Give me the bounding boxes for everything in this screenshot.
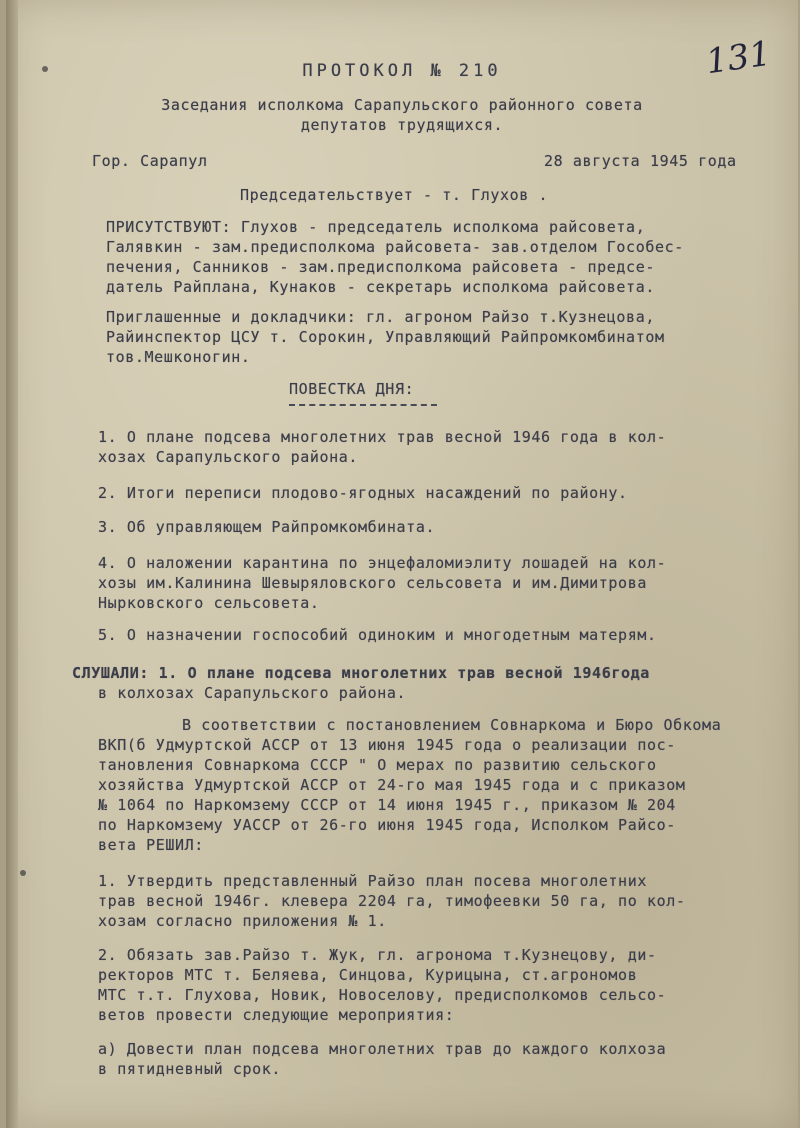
document-subtitle-line-2: депутатов трудящихся.: [300, 116, 504, 134]
page-edge: [6, 0, 18, 1128]
present-line: печения, Санников - зам.предисполкома райсовета - предсе-: [106, 258, 655, 276]
document-subtitle-line-1: Заседания исполкома Сарапульского районного совета: [161, 96, 643, 114]
date: 28 августа 1945 года: [544, 152, 737, 170]
decision-line: хозяйства Удмуртской АССР от 24-го мая 1945 года и с приказом: [98, 776, 686, 794]
heard-line: СЛУШАЛИ: 1. О плане подсева многолетних трав весной 1946года: [72, 664, 650, 682]
agenda-item: хозах Сарапульского района.: [98, 448, 359, 466]
invited-line: тов.Мешконогин.: [106, 348, 251, 366]
agenda-item: 4. О наложении карантина по энцефаломиэлиту лошадей на кол-: [98, 554, 667, 572]
agenda-item: 1. О плане подсева многолетних трав весной 1946 года в кол-: [98, 428, 667, 446]
decision-item: хозам согласно приложения № 1.: [98, 912, 387, 930]
decision-line: № 1064 по Наркомзему СССР от 14 июня 1945 г., приказом № 204: [98, 796, 676, 814]
decision-subitem: в пятидневный срок.: [98, 1060, 281, 1078]
decision-item: ректоров МТС т. Беляева, Синцова, Курицына, ст.агрономов: [98, 966, 638, 984]
present-line: Галявкин - зам.предисполкома райсовета- зав.отделом Гособес-: [106, 238, 684, 256]
agenda-heading: ПОВЕСТКА ДНЯ:: [289, 380, 415, 398]
decision-item: 1. Утвердить представленный Райзо план посева многолетних: [98, 872, 647, 890]
archive-folio-number: 131: [703, 33, 774, 83]
decision-line: В соответствии с постановлением Совнаркома и Бюро Обкома: [182, 716, 722, 734]
decision-line: по Наркомзему УАССР от 26-го июня 1945 года, Исполком Райсо-: [98, 816, 676, 834]
decision-item: МТС т.т. Глухова, Новик, Новоселову, предисполкомов сельсо-: [98, 986, 667, 1004]
agenda-item: 5. О назначении госпособий одиноким и многодетным матерям.: [98, 626, 657, 644]
decision-item: ветов провести следующие мероприятия:: [98, 1006, 455, 1024]
agenda-item: Нырковского сельсовета.: [98, 594, 320, 612]
decision-line: тановления Совнаркома СССР " О мерах по развитию сельского: [98, 756, 657, 774]
agenda-heading-underline: [289, 404, 437, 406]
present-line: ПРИСУТСТВУЮТ: Глухов - председатель исполкома райсовета,: [106, 218, 646, 236]
decision-line: ВКП(б Удмуртской АССР от 13 июня 1945 года о реализации пос-: [98, 736, 676, 754]
invited-line: Приглашенные и докладчики: гл. агроном Райзо т.Кузнецова,: [106, 308, 655, 326]
agenda-item: хозы им.Калинина Шевыряловского сельсовета и им.Димитрова: [98, 574, 647, 592]
agenda-item: 2. Итоги переписи плодово-ягодных насаждений по району.: [98, 484, 628, 502]
decision-line: вета РЕШИЛ:: [98, 836, 204, 854]
decision-item: 2. Обязать зав.Райзо т. Жук, гл. агронома т.Кузнецову, ди-: [98, 946, 657, 964]
place: Гор. Сарапул: [92, 152, 208, 170]
agenda-item: 3. Об управляющем Райпромкомбината.: [98, 518, 436, 536]
decision-subitem: а) Довести план подсева многолетних трав до каждого колхоза: [98, 1040, 667, 1058]
punch-mark: [20, 870, 26, 876]
decision-item: трав весной 1946г. клевера 2204 га, тимофеевки 50 га, по кол-: [98, 892, 686, 910]
present-line: датель Райплана, Кунаков - секретарь исполкома райсовета.: [106, 278, 655, 296]
document-page: [6, 0, 798, 1128]
invited-line: Райинспектор ЦСУ т. Сорокин, Управляющий Райпромкомбинатом: [106, 328, 665, 346]
heard-line: в колхозах Сарапульского района.: [98, 684, 407, 702]
chair-line: Председательствует - т. Глухов .: [240, 186, 549, 204]
document-title: ПРОТОКОЛ № 210: [302, 61, 502, 81]
